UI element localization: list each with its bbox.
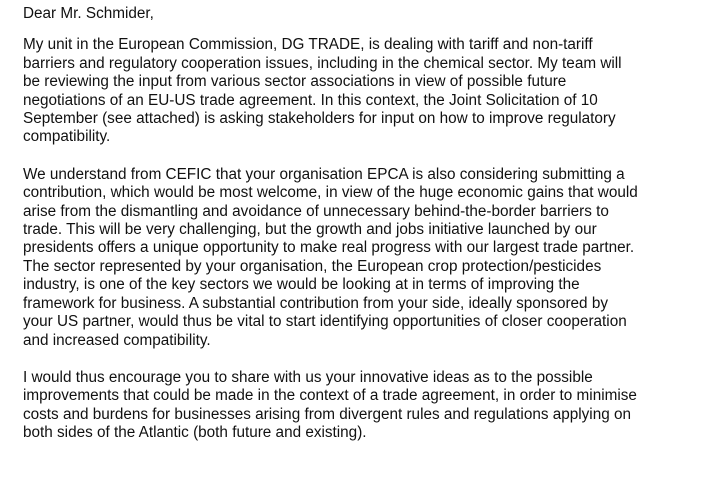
paragraph-2 [23, 166, 718, 350]
paragraph-3 [23, 369, 718, 443]
paragraph-line: We understand from CEFIC that your organisation EPCA is also considering submitting a [23, 165, 625, 183]
paragraph-line: compatibility. [23, 128, 111, 146]
paragraph-line: contribution, which would be most welcome, in view of the huge economic gains that would [23, 184, 638, 202]
paragraph-line: I would thus encourage you to share with us your innovative ideas as to the possible [23, 368, 593, 386]
paragraph-line: costs and burdens for businesses arising from divergent rules and regulations applying on [23, 405, 631, 423]
paragraph-line: barriers and regulatory cooperation issues, including in the chemical sector. My team will [23, 54, 622, 72]
paragraph-line: The sector represented by your organisation, the European crop protection/pesticides [23, 257, 602, 275]
paragraph-line: improvements that could be made in the context of a trade agreement, in order to minimise [23, 387, 637, 405]
paragraph-line: presidents offers a unique opportunity to make real progress with our largest trade partner. [23, 239, 635, 257]
paragraph-1 [23, 36, 718, 146]
paragraph-line: framework for business. A substantial contribution from your side, ideally sponsored by [23, 294, 608, 312]
letter-greeting: Dear Mr. Schmider, [23, 5, 154, 22]
paragraph-line: your US partner, would thus be vital to start identifying opportunities of closer cooperation [23, 313, 627, 331]
paragraph-line: trade. This will be very challenging, but the growth and jobs initiative launched by our [23, 221, 597, 239]
paragraph-line: both sides of the Atlantic (both future and existing). [23, 424, 367, 442]
paragraph-line: My unit in the European Commission, DG TRADE, is dealing with tariff and non-tariff [23, 36, 593, 54]
paragraph-line: negotiations of an EU-US trade agreement. In this context, the Joint Solicitation of 10 [23, 91, 598, 109]
paragraph-line: be reviewing the input from various sector associations in view of possible future [23, 73, 567, 91]
paragraph-line: and increased compatibility. [23, 331, 211, 349]
paragraph-line: industry, is one of the key sectors we would be looking at in terms of improving the [23, 276, 580, 294]
paragraph-line: arise from the dismantling and avoidance of unnecessary behind-the-border barriers to [23, 202, 609, 220]
paragraph-line: September (see attached) is asking stakeholders for input on how to improve regulatory [23, 110, 616, 128]
